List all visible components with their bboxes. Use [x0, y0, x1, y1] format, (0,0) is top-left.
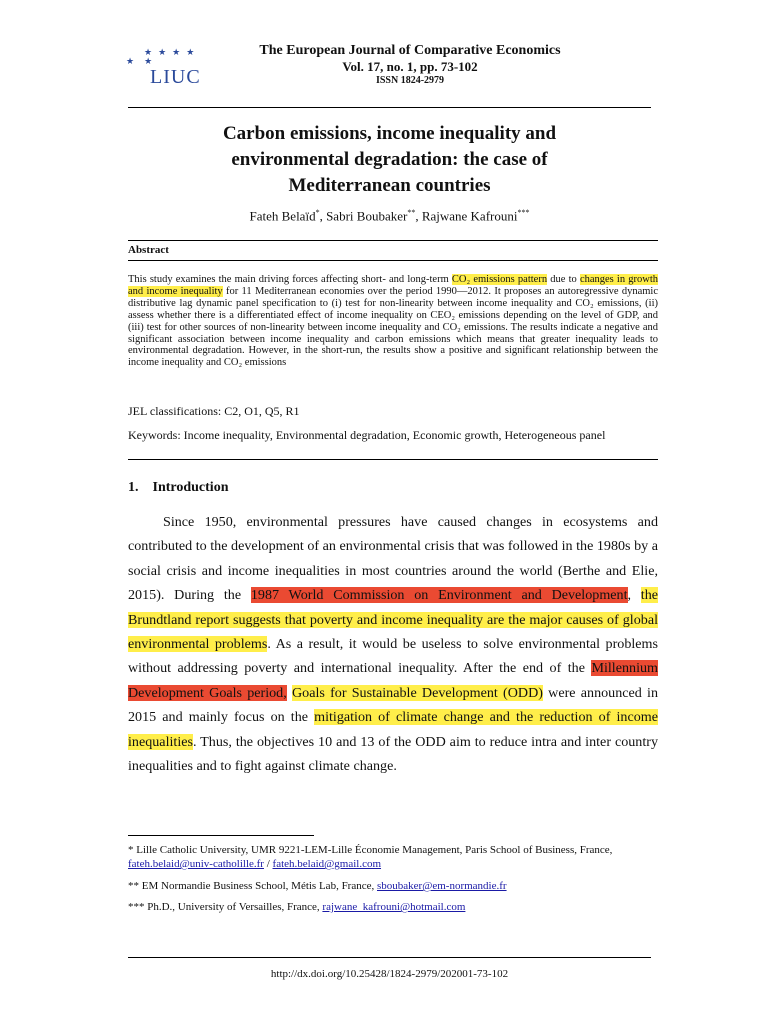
author-name: Sabri Boubaker: [326, 208, 408, 224]
journal-volume: Vol. 17, no. 1, pp. 73-102: [342, 59, 478, 74]
abstract-segment: due to: [547, 274, 580, 285]
email-link[interactable]: rajwane_kafrouni@hotmail.com: [322, 901, 466, 913]
logo-stars-icon: ★★★★ ★ ★: [126, 47, 201, 66]
email-link[interactable]: sboubaker@em-normandie.fr: [377, 880, 507, 892]
footnote-1: [128, 843, 658, 871]
article-title: [128, 121, 651, 199]
highlight-yellow: the Brundtland report suggests that poverty and income inequality are the major causes of global environmental problems: [128, 587, 659, 653]
footnote-text: * Lille Catholic University, UMR 9221-LEM-Lille Économie Management, Paris School of Business, France,: [128, 844, 613, 856]
author-name: Fateh Belaïd: [249, 208, 316, 224]
jel-classifications: JEL classifications: C2, O1, Q5, R1: [128, 404, 300, 418]
author-mark: *: [315, 208, 320, 217]
abstract-text: [128, 274, 658, 369]
footnote-2: [128, 879, 658, 893]
footer-divider: [128, 957, 651, 958]
title-line: Mediterranean countries: [288, 175, 491, 196]
highlight-yellow: changes in growth and income inequality: [128, 274, 659, 297]
section-heading: 1. Introduction: [128, 480, 229, 495]
body-segment: were announced in 2015 and mainly focus on the: [128, 684, 658, 726]
abstract-bottom-rule: [128, 459, 658, 460]
author-mark: **: [407, 208, 416, 217]
footnote-divider: [128, 835, 314, 836]
body-segment: . As a result, it would be useless to solve environmental problems without addressing poverty and international inequality. After the end of the: [128, 636, 658, 677]
abstract-segment: for 11 Mediterranean economies over the period 1990—2012. It proposes an autoregressive dynamic distributive lag dynamic panel specification to (i) test for non-linearity between income inequality and CO₂ emissions, (ii) assess whether there is a differentiated effect of income inequality on CEO₂ emissions depending on the level of GDP, and (iii) test for other sources of non-linearity between income inequality and CO₂ emissions. The results indicate a negative and significant association between income inequality and carbon emissions which means that greater inequality leads to environmental degradation. However, in the short-run, the results show a positive and significant relationship between the income inequality and CO₂ emissions: [128, 285, 658, 369]
body-segment: Since 1950, environmental pressures have caused changes in ecosystems and contributed to the development of an environmental crisis that was followed in the 1980s by a social crisis and income inequalities in most countries around the world (Berthe and Elie, 2015). During the: [128, 514, 658, 604]
highlight-yellow: mitigation of climate change and the reduction of income inequalities: [128, 709, 658, 750]
journal-name: The European Journal of Comparative Economics: [259, 43, 561, 58]
authors-line: Fateh Belaïd*, Sabri Boubaker**, Rajwane Kafrouni***: [249, 208, 530, 224]
body-segment: . Thus, the objectives 10 and 13 of the ODD aim to reduce intra and inter country inequalities and to fight against climate change.: [128, 733, 658, 775]
journal-header: [200, 42, 620, 87]
email-link[interactable]: fateh.belaid@univ-catholille.fr: [128, 858, 264, 870]
email-link[interactable]: fateh.belaid@gmail.com: [272, 858, 382, 870]
title-line: Carbon emissions, income inequality and: [222, 123, 557, 144]
footnote-text: ** EM Normandie Business School, Métis Lab, France,: [128, 880, 377, 892]
header-divider: [128, 107, 651, 108]
author-name: Rajwane Kafrouni: [421, 208, 518, 224]
doi-link[interactable]: http://dx.doi.org/10.25428/1824-2979/202001-73-102: [270, 968, 509, 980]
body-segment: ,: [627, 587, 641, 604]
abstract-top-rule: [128, 240, 658, 241]
footnote-text: *** Ph.D., University of Versailles, France,: [128, 901, 323, 913]
abstract-heading-rule: [128, 260, 658, 261]
title-line: environmental degradation: the case of: [231, 149, 548, 170]
abstract-segment: This study examines the main driving forces affecting short- and long-term: [128, 274, 452, 285]
introduction-paragraph: [128, 510, 658, 778]
highlight-red: Millennium Development Goals period,: [128, 660, 658, 701]
highlight-red: 1987 World Commission on Environment and Development: [250, 587, 628, 604]
footnote-3: [128, 900, 658, 914]
highlight-yellow: Goals for Sustainable Development (ODD): [291, 684, 543, 701]
abstract-heading: Abstract: [128, 244, 169, 256]
journal-issn: ISSN 1824-2979: [375, 75, 445, 86]
author-mark: ***: [517, 208, 530, 217]
logo-text: LIUC: [150, 66, 201, 88]
keywords: Keywords: Income inequality, Environmental degradation, Economic growth, Heterogeneous panel: [128, 428, 606, 442]
highlight-yellow: CO₂ emissions pattern: [451, 274, 548, 285]
footnote-separator: /: [263, 858, 273, 870]
